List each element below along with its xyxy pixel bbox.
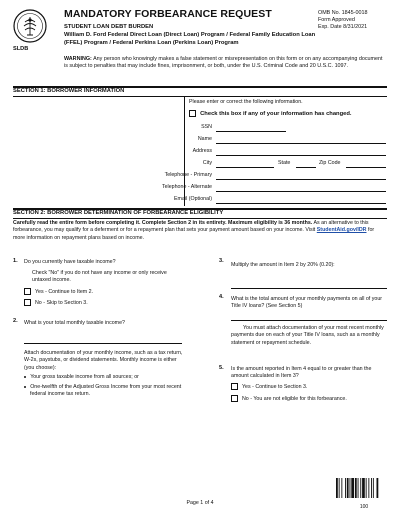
q5-yes-checkbox[interactable] (231, 383, 238, 390)
omb-info (318, 10, 367, 32)
form-title: MANDATORY FORBEARANCE REQUEST (64, 8, 272, 20)
section2-intro-text: As an alternative to this forbearance, you may qualify for a deferment or for a repayment plan that sets your payment amount based on your income. Visit (13, 220, 369, 234)
q2-bullet2-text: One-twelfth of the Adjusted Gross Income from your most recent federal income tax return. (30, 384, 182, 398)
q2-number: 2. (13, 318, 18, 324)
q3-amount-input[interactable] (231, 288, 387, 289)
info-changed-label: Check this box if any of your information has changed. (200, 110, 352, 117)
form-subtitle: STUDENT LOAN DEBT BURDEN (64, 24, 154, 30)
q5-number: 5. (219, 365, 224, 371)
info-changed-checkbox[interactable] (189, 110, 196, 117)
section2-heading-rule (13, 218, 387, 219)
section1-heading-rule (13, 96, 387, 97)
phone-alternate-label: Telephone - Alternate (161, 184, 212, 190)
q5-yes-row[interactable] (231, 383, 307, 391)
q1-yes-checkbox[interactable] (24, 288, 31, 295)
ssn-label: SSN (201, 124, 212, 130)
q1-note: Check "No" if you do not have any income or only receive untaxed income. (32, 270, 167, 284)
q1-no-label: No - Skip to Section 3. (34, 299, 88, 306)
q5-no-checkbox[interactable] (231, 395, 238, 402)
warning-label: WARNING: (64, 56, 92, 62)
name-input[interactable] (216, 143, 386, 144)
omb-expiration: Exp. Date 8/31/2021 (318, 24, 368, 31)
q1-yes-row[interactable] (24, 288, 93, 296)
section2-intro-bold: Carefully read the entire form before completing it. Complete Section 2 in its entirety. Maximum eligibility is 36 months. (13, 220, 313, 226)
q2-question: What is your total monthly taxable income? (24, 320, 125, 326)
city-label: City (202, 160, 212, 166)
state-input[interactable] (296, 167, 316, 168)
phone-primary-label: Telephone - Primary (164, 172, 212, 178)
q5-question: Is the amount reported in Item 4 equal to or greater than the amount calculated in Item 3? (231, 366, 372, 380)
q4-amount-input[interactable] (231, 320, 387, 321)
address-label: Address (192, 148, 212, 154)
email-input[interactable] (216, 203, 386, 204)
barcode-icon (336, 478, 392, 498)
name-label: Name (197, 136, 212, 142)
idr-link[interactable]: StudentAid.gov/IDR (316, 227, 367, 234)
q2-note: Attach documentation of your monthly income, such as a tax return, W-2s, paystubs, or dividend statements. Monthly income is either (you choose): (24, 350, 183, 371)
q5-yes-label: Yes - Continue to Section 3. (241, 383, 308, 390)
barcode-number: 100 (359, 504, 369, 510)
phone-alternate-input[interactable] (216, 191, 386, 192)
q5-no-label: No - You are not eligible for this forbearance. (241, 395, 347, 402)
section2-heading: SECTION 2: BORROWER DETERMINATION OF FORBEARANCE ELIGIBILITY (13, 210, 224, 216)
section1-instruction: Please enter or correct the following information. (189, 99, 303, 105)
warning-notice (64, 56, 386, 70)
bullet-icon (24, 376, 26, 378)
q1-no-row[interactable] (24, 299, 88, 307)
section1-heading: SECTION 1: BORROWER INFORMATION (13, 88, 125, 94)
warning-text: Any person who knowingly makes a false statement or misrepresentation on this form or on any accompanying document is subject to penalties that may include fines, imprisonment, or both, under the U.S. Criminal Code and 20 U.S.C. 1097. (64, 56, 383, 70)
address-input[interactable] (216, 155, 386, 156)
q4-question: What is the total amount of your monthly payments on all of your Title IV loans? (See Section 5) (231, 296, 383, 310)
q5-no-row[interactable] (231, 395, 347, 403)
department-seal-icon (13, 9, 47, 43)
state-label: State (278, 160, 291, 166)
q3-question: Multiply the amount in Item 2 by 20% (0.20): (231, 262, 335, 268)
q2-bullet1 (24, 374, 186, 381)
section2-intro (13, 220, 387, 242)
page-number: Page 1 of 4 (186, 500, 214, 506)
omb-approved: Form Approved (318, 17, 355, 24)
q1-no-checkbox[interactable] (24, 299, 31, 306)
info-changed-row[interactable] (189, 110, 352, 117)
q2-amount-input[interactable] (24, 343, 182, 344)
email-label: Email (Optional) (174, 196, 212, 202)
q4-note: You must attach documentation of your most recent monthly payments due on each of your Title IV loans, such as a monthly statement or repayment schedule. (231, 325, 384, 346)
city-input[interactable] (216, 167, 274, 168)
q1-number: 1. (13, 258, 18, 264)
q4-number: 4. (219, 294, 224, 300)
q3-number: 3. (219, 258, 224, 264)
section2-intro-tail: for more information on repayment plans based on income. (13, 227, 375, 241)
bullet-icon (24, 386, 26, 388)
q1-yes-label: Yes - Continue to Item 2. (34, 288, 94, 295)
ssn-input[interactable] (216, 131, 286, 132)
omb-number: OMB No. 1845-0018 (318, 10, 368, 16)
zip-label: Zip Code (319, 160, 341, 166)
agency-code: SLDB (13, 46, 29, 52)
q1-question: Do you currently have taxable income? (24, 259, 116, 265)
zip-input[interactable] (346, 167, 386, 168)
phone-primary-input[interactable] (216, 179, 386, 180)
program-list: William D. Ford Federal Direct Loan (Direct Loan) Program / Federal Family Education Loan (FFEL) Program / Federal Perkins Loan (Perkins Loan) Program (64, 32, 316, 46)
q2-bullet1-text: Your gross taxable income from all sources; or (30, 374, 139, 380)
q2-bullet2 (24, 384, 184, 399)
